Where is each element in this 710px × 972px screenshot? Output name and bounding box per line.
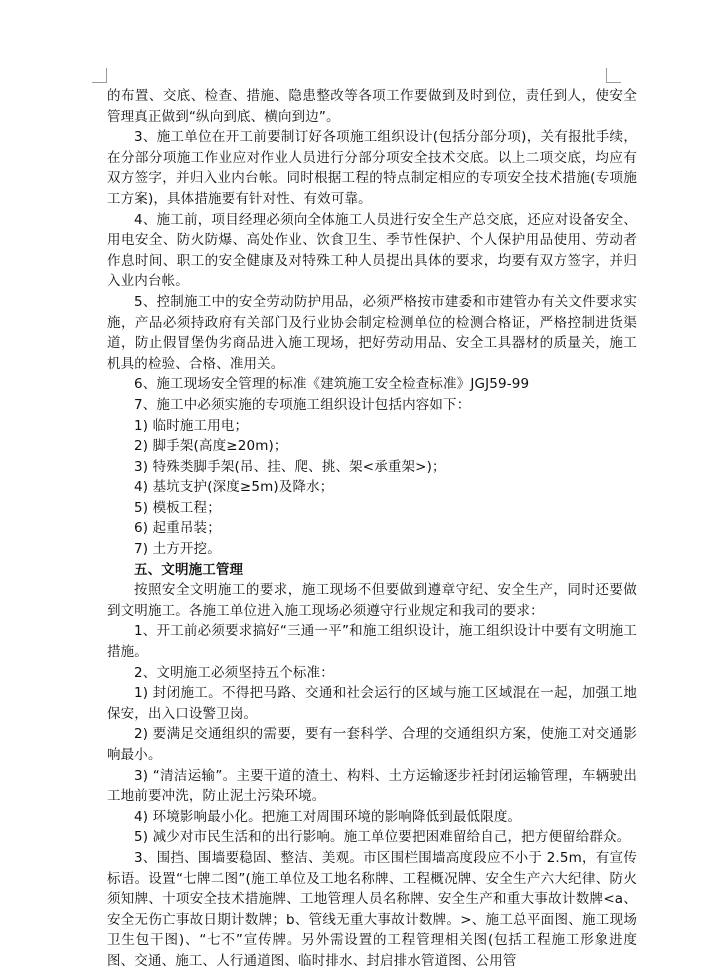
document-body <box>107 86 637 972</box>
paragraph-continuation: 的布置、交底、检查、措施、隐患整改等各项工作要做到及时到位，责任到人，使安全管理真正做到“纵向到底、横向到边”。 <box>107 88 637 125</box>
list-item-foundation-pit: 4) 基坑支护(深度≥5m)及降水； <box>134 479 334 496</box>
section-heading-civilized-construction: 五、文明施工管理 <box>134 561 244 578</box>
list-item-citizen-impact: 5) 减少对市民生活和的出行影响。施工单位要把困难留给自己，把方便留给群众。 <box>134 829 631 846</box>
paragraph-item-7-special-plans: 7、施工中必须实施的专项施工组织设计包括内容如下： <box>134 396 471 413</box>
list-item-scaffolding: 2) 脚手架(高度≥20m)； <box>134 438 288 455</box>
page-margin-corner-right <box>606 68 621 83</box>
paragraph-civilized-item-3-fencing: 3、围挡、围墙要稳固、整洁、美观。市区围栏围墙高度段应不小于 2.5m，有宣传标语。设置“七牌二图”(施工单位及工地名称牌、工程概况牌、安全生产六大纪律、防火须知牌、十项安全技术措施牌、工地管理人员名称牌、安全生产和重大事故计数牌<a、安全无伤亡事故日期计数牌；b、管线无重大事故计数牌。>、施工总平面图、施工现场卫生包干图)、“七不”宣传牌。另外需设置的工程管理相关图(包括工程施工形象进度图、交通、施工、人行通道图、临时排水、封启排水管道图、公用管 <box>107 849 637 969</box>
paragraph-item-4-safety-briefing: 4、施工前，项目经理必须向全体施工人员进行安全生产总交底，还应对设备安全、用电安全、防火防爆、高处作业、饮食卫生、季节性保护、个人保护用品使用、劳动者作息时间、职工的安全健康及对特殊工种人员提出具体的要求，均要有双方签字，并归入业内台帐。 <box>107 211 637 290</box>
paragraph-item-5-protective-equipment: 5、控制施工中的安全劳动防护用品，必须严格按市建委和市建管办有关文件要求实施，产品必须持政府有关部门及行业协会制定检测单位的检测合格证，严格控制进货渠道，防止假冒堡伪劣商品进入施工现场，把好劳动用品、安全工具器材的质量关，施工机具的检验、合格、准用关。 <box>107 293 637 372</box>
list-item-temporary-power: 1) 临时施工用电； <box>134 417 249 434</box>
paragraph-item-3-construction-plan: 3、施工单位在开工前要制订好各项施工组织设计(包括分部分项)，关有报批手续，在分部分项施工作业应对作业人员进行分部分项安全技术交底。以上二项交底，均应有双方签字，并归入业内台帐。同时根据工程的特点制定相应的专项安全技术措施(专项施工方案)，具体措施要有针对性、有效可靠。 <box>107 129 637 207</box>
list-item-enclosed-construction: 1) 封闭施工。不得把马路、交通和社会运行的区域与施工区域混在一起，加强工地保安，出入口设警卫岗。 <box>107 685 637 722</box>
paragraph-item-6-standard: 6、施工现场安全管理的标准《建筑施工安全检查标准》JGJ59-99 <box>134 376 530 393</box>
page-margin-corner-left <box>92 68 107 83</box>
paragraph-civilized-intro: 按照安全文明施工的要求，施工现场不但要做到遵章守纪、安全生产，同时还要做到文明施工。各施工单位进入施工现场必须遵守行业规定和我司的要求： <box>107 582 637 619</box>
list-item-special-scaffolding: 3) 特殊类脚手架(吊、挂、爬、挑、架<承重架>)； <box>134 458 446 475</box>
paragraph-civilized-item-1: 1、开工前必须要求搞好“三通一平”和施工组织设计，施工组织设计中要有文明施工措施。 <box>107 623 637 661</box>
list-item-hoisting: 6) 起重吊装； <box>134 520 221 537</box>
list-item-clean-transport: 3) “清洁运输”。主要干道的渣土、构料、土方运输逐步衽封闭运输管理，车辆驶出工地前要冲洗，防止泥土污染环境。 <box>107 767 637 805</box>
list-item-traffic-organization: 2) 要满足交通组织的需要，要有一套科学、合理的交通组织方案，使施工对交通影响最小。 <box>107 726 637 763</box>
list-item-formwork: 5) 模板工程； <box>134 499 221 516</box>
paragraph-civilized-item-2: 2、文明施工必须坚持五个标准： <box>134 664 334 681</box>
list-item-environment-impact: 4) 环境影响最小化。把施工对周围环境的影响降低到最低限度。 <box>134 808 522 825</box>
list-item-earthwork: 7) 土方开挖。 <box>134 541 221 558</box>
